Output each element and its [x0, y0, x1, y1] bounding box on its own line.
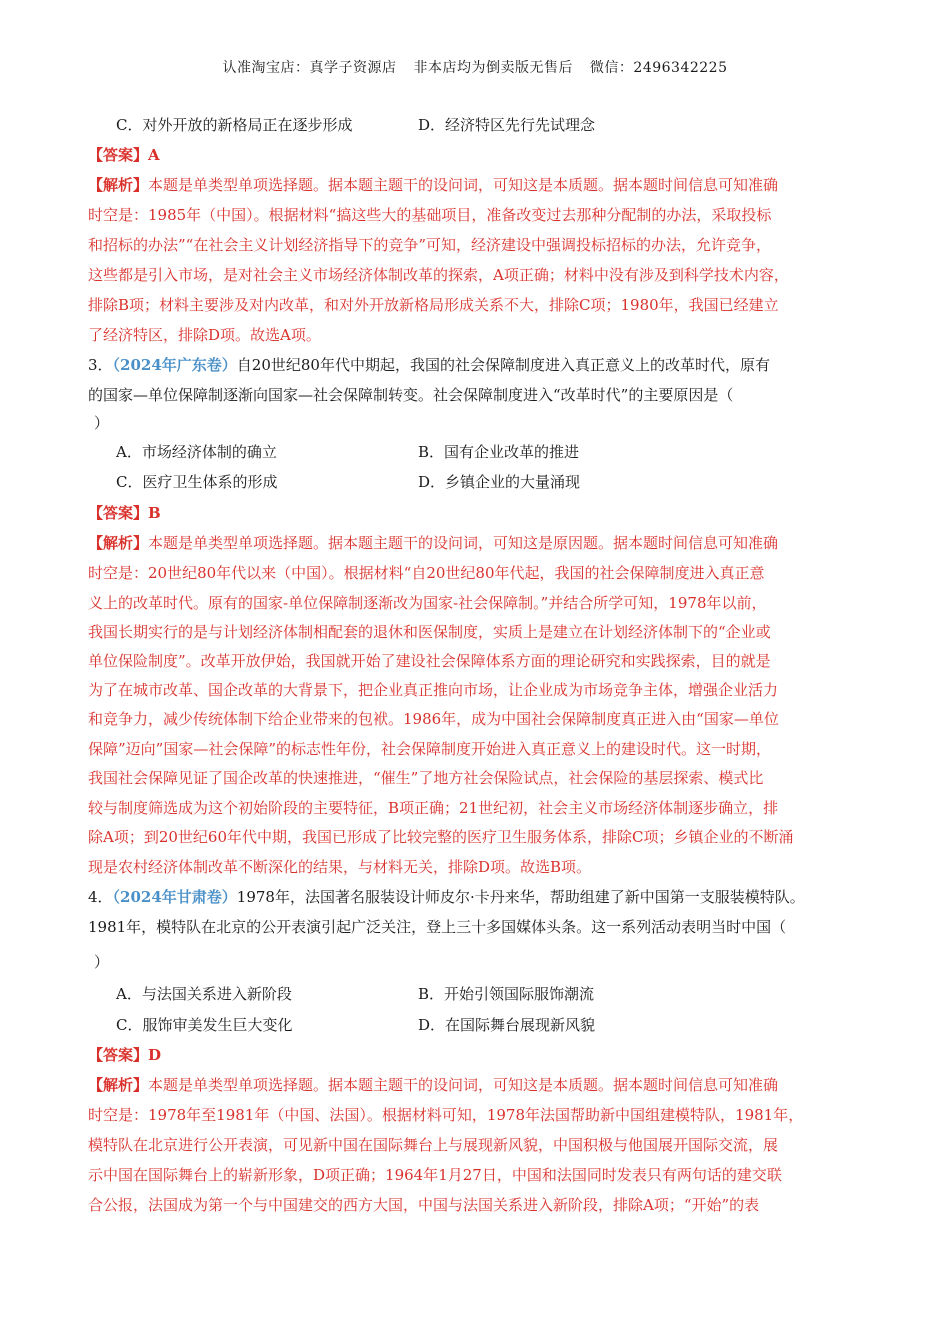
- q3-analysis-line: 我国社会保障见证了国企改革的快速推进，“催生”了地方社会保险试点，社会保险的基层探索、模式比: [88, 769, 764, 787]
- header-wechat: 微信：2496342225: [589, 60, 728, 76]
- q2-analysis-line: 这些都是引入市场，是对社会主义市场经济体制改革的探索，A项正确；材料中没有涉及到科学技术内容，: [88, 266, 789, 284]
- q4-option-d: D．在国际舞台展现新风貌: [418, 1016, 596, 1034]
- q3-stem-line: 的国家—单位保障制逐渐向国家—社会保障制转变。社会保障制度进入“改革时代”的主要原因是（: [88, 386, 734, 404]
- q3-analysis-line: 义上的改革时代。原有的国家-单位保障制逐渐改为国家-社会保障制。”并结合所学可知，1978年以前，: [88, 594, 767, 612]
- question-source: （2024年广东卷）: [112, 356, 237, 374]
- q3-option-c: C．医疗卫生体系的形成: [116, 473, 278, 491]
- question-number: 3．: [88, 356, 113, 374]
- q4-stem-line: 4．（2024年甘肃卷）1978年，法国著名服装设计师皮尔·卡丹来华，帮助组建了新中国第一支服装模特队。: [88, 888, 805, 906]
- q3-analysis-line: 为了在城市改革、国企改革的大背景下，把企业真正推向市场，让企业成为市场竞争主体，增强企业活力: [88, 681, 779, 699]
- analysis-tag: 【解析】: [88, 534, 149, 552]
- header-shop: 认准淘宝店：真学子资源店: [222, 60, 397, 76]
- q4-option-a: A．与法国关系进入新阶段: [116, 985, 292, 1003]
- q3-option-a: A．市场经济体制的确立: [116, 443, 277, 461]
- q3-analysis-line: 【解析】本题是单类型单项选择题。据本题主题干的设问词，可知这是原因题。据本题时间信息可知准确: [88, 534, 779, 552]
- question-source: （2024年甘肃卷）: [112, 888, 237, 906]
- question-number: 4．: [88, 888, 113, 906]
- q3-option-b: B．国有企业改革的推进: [418, 443, 580, 461]
- q3-answer: [88, 498, 868, 528]
- q4-stem-line: 1981年，模特队在北京的公开表演引起广泛关注，登上三十多国媒体头条。这一系列活动表明当时中国（: [88, 918, 787, 936]
- q2-analysis-line: 和招标的办法”“在社会主义计划经济指导下的竞争”可知，经济建设中强调投标招标的办法，允许竞争，: [88, 236, 772, 254]
- q4-answer: [88, 1040, 868, 1070]
- q4-analysis-line: 时空是：1978年至1981年（中国、法国）。根据材料可知，1978年法国帮助新中国组建模特队，1981年，: [88, 1106, 804, 1124]
- q3-analysis-line: 较与制度筛选成为这个初始阶段的主要特征，B项正确；21世纪初，社会主义市场经济体制逐步确立，排: [88, 799, 779, 817]
- answer-tag: 【答案】: [88, 1046, 149, 1064]
- q2-analysis-line: 了经济特区，排除D项。故选A项。: [88, 326, 321, 344]
- q3-option-d: D．乡镇企业的大量涌现: [418, 473, 581, 491]
- q3-stem-line: 3．（2024年广东卷）自20世纪80年代中期起，我国的社会保障制度进入真正意义上的改革时代，原有: [88, 356, 770, 374]
- q2-analysis-line: 排除B项；材料主要涉及对内改革，和对外开放新格局形成关系不大，排除C项；1980年，我国已经建立: [88, 296, 779, 314]
- q3-analysis-line: 保障”迈向”国家—社会保障”的标志性年份，社会保障制度开始进入真正意义上的建设时代。这一时期，: [88, 740, 772, 758]
- analysis-tag: 【解析】: [88, 1076, 149, 1094]
- q4-analysis-line: 【解析】本题是单类型单项选择题。据本题主题干的设问词，可知这是本质题。据本题时间信息可知准确: [88, 1076, 779, 1094]
- q3-analysis-line: 除A项；到20世纪60年代中期，我国已形成了比较完整的医疗卫生服务体系，排除C项；乡镇企业的不断涌: [88, 828, 794, 846]
- answer-value: D: [148, 1046, 162, 1064]
- q2-answer: [88, 140, 868, 170]
- q4-stem-line: ）: [94, 953, 110, 971]
- q2-option-c: C．对外开放的新格局正在逐步形成: [116, 116, 353, 134]
- q3-stem-line: ）: [94, 414, 110, 432]
- q2-analysis-line: 【解析】本题是单类型单项选择题。据本题主题干的设问词，可知这是本质题。据本题时间信息可知准确: [88, 176, 779, 194]
- page-header: [0, 57, 950, 77]
- q2-option-d: D．经济特区先行先试理念: [418, 116, 596, 134]
- answer-value: B: [148, 504, 161, 522]
- answer-value: A: [148, 146, 160, 164]
- q4-analysis-line: 示中国在国际舞台上的崭新形象，D项正确；1964年1月27日，中国和法国同时发表只有两句话的建交联: [88, 1166, 782, 1184]
- answer-tag: 【答案】: [88, 146, 149, 164]
- q3-analysis-line: 我国长期实行的是与计划经济体制相配套的退休和医保制度，实质上是建立在计划经济体制下的“企业或: [88, 623, 771, 641]
- q4-option-c: C．服饰审美发生巨大变化: [116, 1016, 293, 1034]
- q2-analysis-line: 时空是：1985年（中国）。根据材料“搞这些大的基础项目，准备改变过去那种分配制的办法，采取投标: [88, 206, 772, 224]
- analysis-tag: 【解析】: [88, 176, 149, 194]
- q3-analysis-line: 单位保险制度”。改革开放伊始，我国就开始了建设社会保障体系方面的理论研究和实践探索，目的就是: [88, 652, 771, 670]
- q3-analysis-line: 现是农村经济体制改革不断深化的结果，与材料无关，排除D项。故选B项。: [88, 858, 592, 876]
- answer-tag: 【答案】: [88, 504, 149, 522]
- q4-option-b: B．开始引领国际服饰潮流: [418, 985, 595, 1003]
- q3-analysis-line: 和竞争力，减少传统体制下给企业带来的包袱。1986年，成为中国社会保障制度真正进入由“国家—单位: [88, 710, 779, 728]
- q3-analysis-line: 时空是：20世纪80年代以来（中国）。根据材料“自20世纪80年代起，我国的社会保障制度进入真正意: [88, 564, 765, 582]
- q4-analysis-line: 模特队在北京进行公开表演，可见新中国在国际舞台上与展现新风貌，中国积极与他国展开国际交流，展: [88, 1136, 779, 1154]
- q4-analysis-line: 合公报，法国成为第一个与中国建交的西方大国，中国与法国关系进入新阶段，排除A项；“开始”的表: [88, 1196, 760, 1214]
- header-notice: 非本店均为倒卖版无售后: [413, 60, 573, 76]
